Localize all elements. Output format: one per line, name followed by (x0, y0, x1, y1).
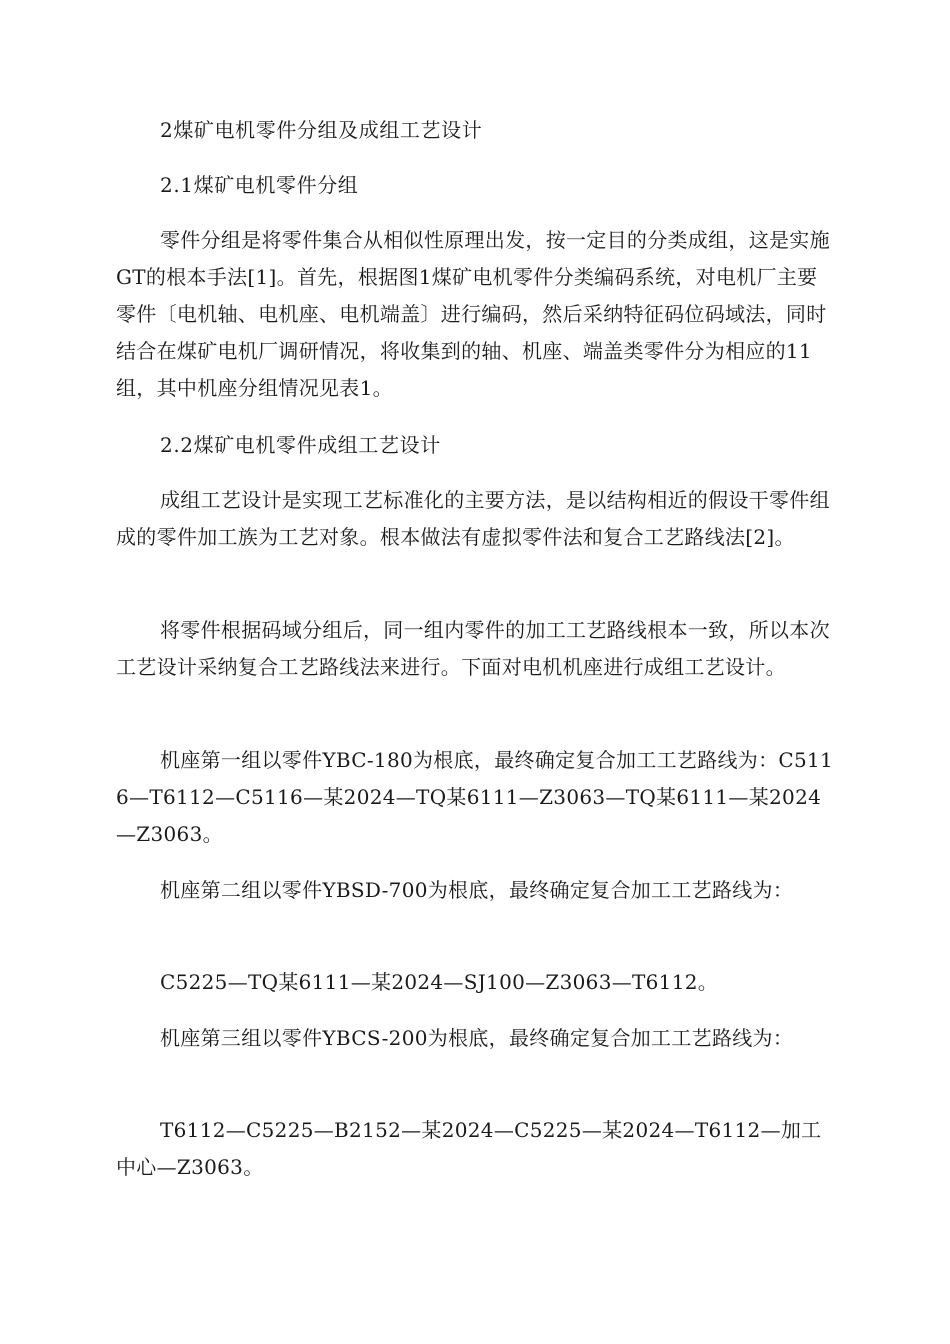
paragraph-group-three-intro: 机座第三组以零件YBCS-200为根底，最终确定复合加工工艺路线为： (160, 1026, 794, 1050)
paragraph-group-one-route: 机座第一组以零件YBC-180为根底，最终确定复合加工工艺路线为：C5116—T6112—C5116—某2024—TQ某6111—Z3063—TQ某6111—某2024—Z3063。 (116, 748, 834, 846)
subsection-title-2-1: 2.1煤矿电机零件分组 (160, 173, 359, 197)
paragraph-group-two-intro: 机座第二组以零件YBSD-700为根底，最终确定复合加工工艺路线为： (160, 878, 794, 902)
paragraph-group-three-route: T6112—C5225—B2152—某2024—C5225—某2024—T6112—加工中心—Z3063。 (116, 1118, 822, 1179)
paragraph-part-grouping: 零件分组是将零件集合从相似性原理出发，按一定目的分类成组，这是实施GT的根本手法[1]。首先，根据图1煤矿电机零件分类编码系统，对电机厂主要零件〔电机轴、电机座、电机端盖〕进行编码，然后采纳特征码位码域法，同时结合在煤矿电机厂调研情况，将收集到的轴、机座、端盖类零件分为相应的11组，其中机座分组情况见表1。 (116, 228, 830, 400)
subsection-title-2-2: 2.2煤矿电机零件成组工艺设计 (160, 433, 441, 457)
section-title: 2煤矿电机零件分组及成组工艺设计 (160, 118, 483, 142)
paragraph-group-process-design: 成组工艺设计是实现工艺标准化的主要方法，是以结构相近的假设干零件组成的零件加工族为工艺对象。根本做法有虚拟零件法和复合工艺路线法[2]。 (116, 488, 830, 549)
paragraph-composite-route-method: 将零件根据码域分组后，同一组内零件的加工工艺路线根本一致，所以本次工艺设计采纳复合工艺路线法来进行。下面对电机机座进行成组工艺设计。 (116, 618, 830, 679)
paragraph-group-two-route: C5225—TQ某6111—某2024—SJ100—Z3063—T6112。 (160, 970, 719, 994)
